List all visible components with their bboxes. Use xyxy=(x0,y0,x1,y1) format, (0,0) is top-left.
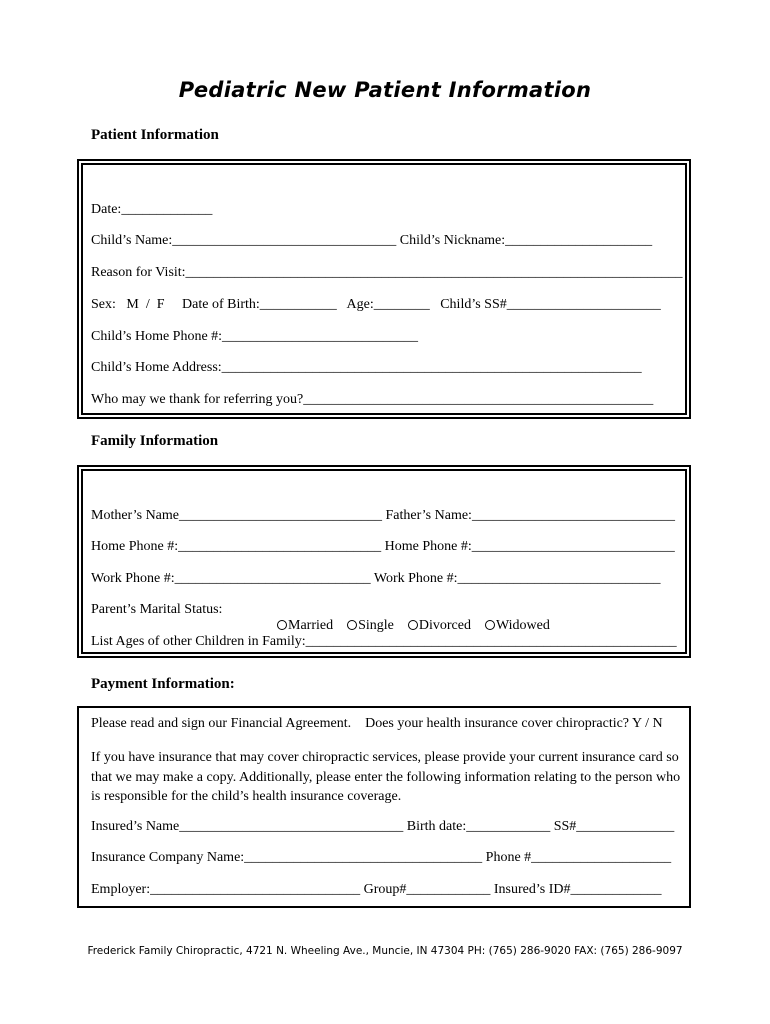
radio-circle-icon xyxy=(485,620,495,630)
insurance-company-field[interactable]: Insurance Company Name:__________________________________ Phone #____________________ xyxy=(91,850,672,865)
divorced-radio[interactable]: Divorced xyxy=(408,618,471,634)
child-name-field[interactable]: Child’s Name:________________________________ Child’s Nickname:_____________________ xyxy=(91,233,653,248)
other-children-ages-field[interactable]: List Ages of other Children in Family:_____________________________________________________ xyxy=(91,634,677,649)
insured-name-field[interactable]: Insured’s Name________________________________ Birth date:____________ SS#______________ xyxy=(91,819,675,834)
radio-circle-icon xyxy=(347,620,357,630)
child-home-address-field[interactable]: Child’s Home Address:____________________________________________________________ xyxy=(91,360,642,375)
marital-status-label: Parent’s Marital Status: xyxy=(91,602,223,617)
page-title: Pediatric New Patient Information xyxy=(178,78,592,102)
date-field[interactable]: Date:_____________ xyxy=(91,202,213,217)
employer-field[interactable]: Employer:______________________________ Group#____________ Insured’s ID#_____________ xyxy=(91,882,662,897)
patient-section-heading: Patient Information xyxy=(91,127,219,143)
referral-field[interactable]: Who may we thank for referring you?__________________________________________________ xyxy=(91,392,654,407)
financial-agreement-line: Please read and sign our Financial Agreement. Does your health insurance cover chiropractic? Y / N xyxy=(91,716,663,731)
single-radio[interactable]: Single xyxy=(347,618,394,634)
payment-section-heading: Payment Information: xyxy=(91,676,235,692)
family-section-heading: Family Information xyxy=(91,433,219,449)
widowed-radio[interactable]: Widowed xyxy=(485,618,550,634)
radio-circle-icon xyxy=(408,620,418,630)
sex-dob-age-ss-field[interactable]: Sex: M / F Date of Birth:___________ Age:________ Child’s SS#______________________ xyxy=(91,297,661,312)
reason-for-visit-field[interactable]: Reason for Visit:_______________________________________________________________________ xyxy=(91,265,683,280)
parent-names-field[interactable]: Mother’s Name_____________________________ Father’s Name:_____________________________ xyxy=(91,508,675,523)
child-home-phone-field[interactable]: Child’s Home Phone #:____________________________ xyxy=(91,329,419,344)
payment-info-box xyxy=(77,706,691,908)
home-phones-field[interactable]: Home Phone #:_____________________________ Home Phone #:_____________________________ xyxy=(91,539,675,554)
married-radio[interactable]: Married xyxy=(277,618,333,634)
marital-status-options xyxy=(270,602,564,634)
footer-contact: Frederick Family Chiropractic, 4721 N. Wheeling Ave., Muncie, IN 47304 PH: (765) 286-9020 FAX: (765) 286-9097 xyxy=(87,945,683,957)
radio-circle-icon xyxy=(277,620,287,630)
insurance-instructions: If you have insurance that may cover chiropractic services, please provide your current insurance card so that we may make a copy. Additionally, please enter the following information relating to the person who is responsible for the child’s health insurance coverage. xyxy=(91,750,681,804)
patient-info-box xyxy=(77,159,691,419)
work-phones-field[interactable]: Work Phone #:____________________________ Work Phone #:_____________________________ xyxy=(91,571,661,586)
